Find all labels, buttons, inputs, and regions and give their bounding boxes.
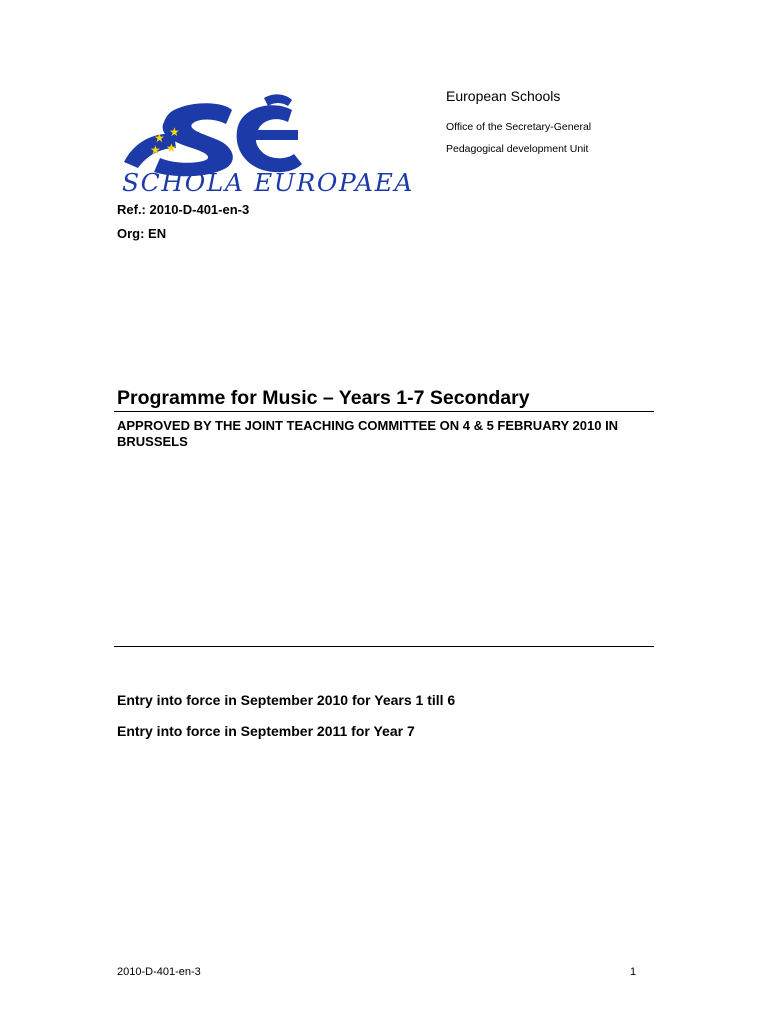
logo-star: ★ [169,125,180,139]
logo-star: ★ [150,143,161,157]
reference-number: Ref.: 2010-D-401-en-3 [117,202,250,217]
unit-line: Pedagogical development Unit [446,143,589,155]
section-divider [114,646,654,647]
organisation-name: European Schools [446,88,561,104]
logo-star: ★ [154,131,165,145]
logo-wordmark: SCHOLA EUROPAEA [122,169,414,196]
title-underline [114,411,654,412]
logo-right-hand [264,94,292,106]
entry-into-force-2010: Entry into force in September 2010 for Years 1 till 6 [117,692,456,708]
schola-europaea-logo [114,92,424,196]
entry-into-force-2011: Entry into force in September 2011 for Year 7 [117,723,415,739]
logo-star: ★ [166,141,177,155]
original-language: Org: EN [117,226,167,241]
office-line: Office of the Secretary-General [446,121,592,133]
footer-reference: 2010-D-401-en-3 [117,966,201,978]
approval-statement: APPROVED BY THE JOINT TEACHING COMMITTEE ON 4 & 5 FEBRUARY 2010 IN BRUSSELS [117,418,619,449]
document-title: Programme for Music – Years 1-7 Secondary [117,387,530,409]
logo-e-shape [237,105,302,172]
page-number: 1 [630,966,637,978]
